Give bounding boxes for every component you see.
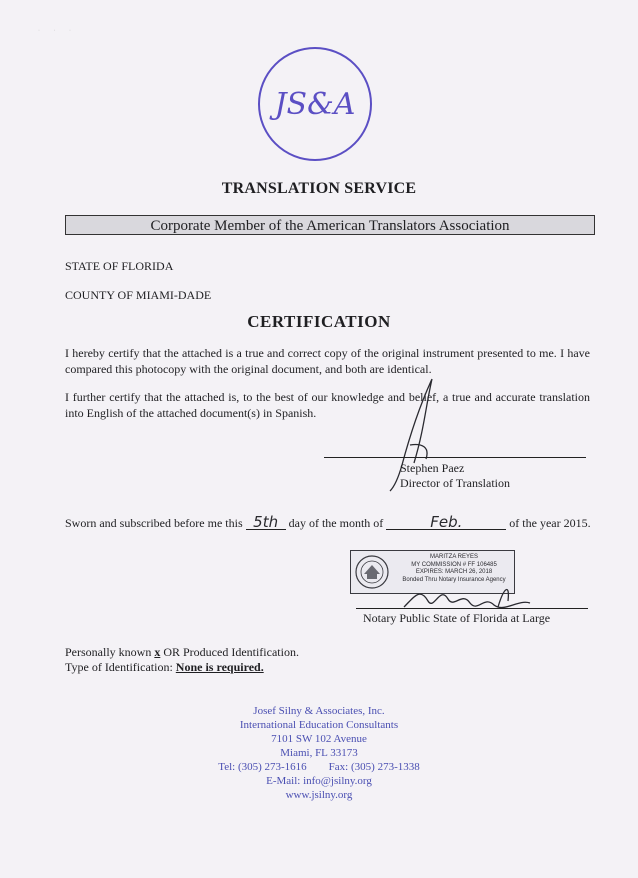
id-type-label: Type of Identification: — [65, 660, 173, 674]
certification-title: CERTIFICATION — [247, 312, 391, 331]
identification-type — [65, 660, 264, 675]
director-name: Stephen Paez — [400, 461, 465, 475]
director-signature-line — [324, 457, 586, 458]
director-title: Director of Translation — [400, 476, 510, 490]
scan-specks: · · · — [38, 28, 77, 34]
company-logo — [255, 44, 375, 164]
sworn-month: Feb. — [386, 515, 506, 530]
sworn-prefix: Sworn and subscribed before me this — [65, 516, 243, 530]
identification-known — [65, 645, 299, 660]
county-line: COUNTY OF MIAMI-DADE — [65, 288, 212, 302]
footer-phones: Tel: (305) 273-1616 Fax: (305) 273-1338 — [218, 761, 420, 773]
service-title: TRANSLATION SERVICE — [221, 180, 417, 197]
certification-paragraph-2: I further certify that the attached is, to the best of our knowledge and belief, a true and accurate translation into English of the attached document(s) in Spanish. — [65, 390, 590, 420]
notary-signature-line — [356, 608, 588, 609]
id-type-value: None is required. — [175, 660, 264, 674]
sworn-day: 5th — [246, 515, 286, 530]
known-mark: x — [154, 645, 161, 659]
footer-company: Josef Silny & Associates, Inc. — [253, 705, 385, 717]
known-suffix: OR Produced Identification. — [163, 645, 299, 659]
state-line: STATE OF FLORIDA — [65, 259, 174, 273]
sworn-suffix: of the year 2015. — [509, 516, 591, 530]
certification-paragraph-1: I hereby certify that the attached is a true and correct copy of the original instrument presented to me. I have compared this photocopy with the original document, and both are identical. — [65, 346, 590, 376]
footer-web: www.jsilny.org — [285, 789, 353, 801]
sworn-middle: day of the month of — [288, 516, 384, 530]
logo-monogram: JS&A — [274, 87, 356, 122]
notary-seal-icon — [354, 554, 390, 590]
stamp-bonded: Bonded Thru Notary Insurance Agency — [402, 576, 506, 583]
stamp-commission: MY COMMISSION # FF 106485 — [411, 561, 497, 568]
company-footer — [0, 704, 638, 802]
sworn-statement — [65, 515, 591, 531]
footer-street: 7101 SW 102 Avenue — [271, 733, 367, 745]
stamp-expires: EXPIRES: MARCH 26, 2018 — [415, 569, 493, 575]
footer-tagline: International Education Consultants — [239, 719, 399, 731]
footer-email: E-Mail: info@jsilny.org — [266, 775, 372, 787]
stamp-notary-name: MARITZA REYES — [429, 554, 478, 560]
notary-label: Notary Public State of Florida at Large — [363, 611, 551, 625]
membership-banner: Corporate Member of the American Translators Association — [65, 215, 595, 235]
known-prefix: Personally known — [65, 645, 152, 659]
footer-city: Miami, FL 33173 — [280, 747, 358, 759]
